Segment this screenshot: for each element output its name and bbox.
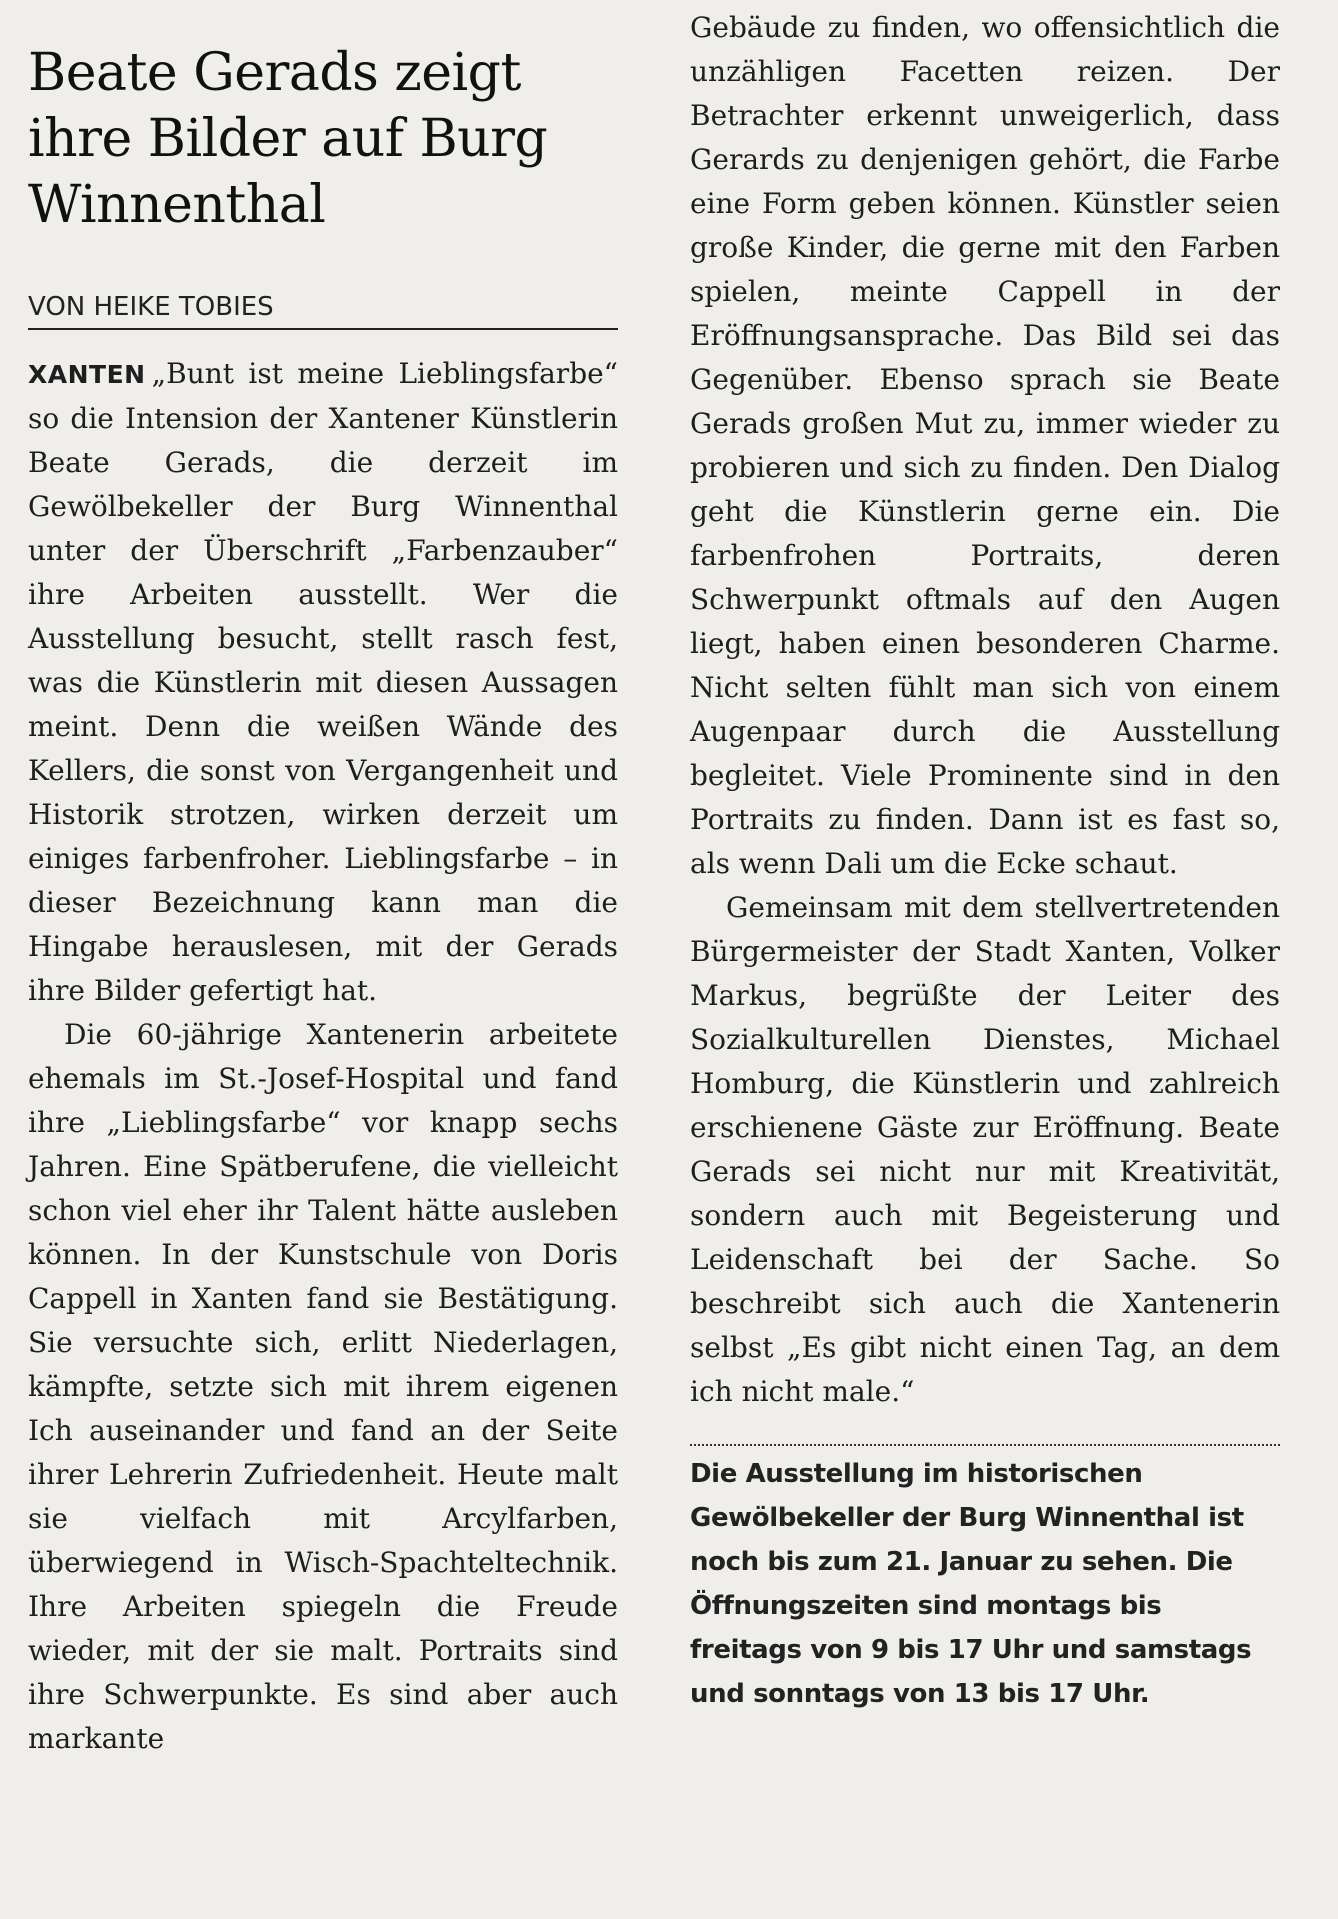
article-body-right (690, 6, 1280, 1414)
paragraph-2: Die 60-jährige Xantenerin arbeitete ehemals im St.-Josef-Hospital und fand ihre „Lieblingsfarbe“ vor knapp sechs Jahren. Eine Spätberufene, die vielleicht schon viel eher ihr Talent hätte ausleben können. In der Kunstschule von Doris Cappell in Xanten fand sie Bestätigung. Sie versuchte sich, erlitt Niederlagen, kämpfte, setzte sich mit ihrem eigenen Ich auseinander und fand an der Seite ihrer Lehrerin Zufriedenheit. Heute malt sie vielfach mit Arcylfarben, überwiegend in Wisch-Spachteltechnik. Ihre Arbeiten spiegeln die Freude wieder, mit der sie malt. Portraits sind ihre Schwerpunkte. Es sind aber auch markante (28, 1018, 618, 1755)
dateline: XANTEN (28, 360, 146, 389)
paragraph-3: Gemeinsam mit dem stellvertretenden Bürgermeister der Stadt Xanten, Volker Markus, begrüßte der Leiter des Sozialkulturellen Dienstes, Michael Homburg, die Künstlerin und zahlreich erschienene Gäste zur Eröffnung. Beate Gerads sei nicht nur mit Kreativität, sondern auch mit Begeisterung und Leidenschaft bei der Sache. So beschreibt sich auch die Xantenerin selbst „Es gibt nicht einen Tag, an dem ich nicht male.“ (690, 891, 1280, 1408)
headline: Beate Gerads zeigt ihre Bilder auf Burg Winnenthal (28, 43, 548, 235)
info-box: Die Ausstellung im historischen Gewölbekeller der Burg Winnenthal ist noch bis zum 21. Januar zu sehen. Die Öffnungszeiten sind montags bis freitags von 9 bis 17 Uhr und samstags und sonntags von 13 bis 17 Uhr. (690, 1444, 1280, 1716)
article-body-left (28, 352, 618, 1761)
byline: VON HEIKE TOBIES (28, 290, 618, 330)
paragraph-1-text: „Bunt ist meine Lieblingsfarbe“ so die Intension der Xantener Künstlerin Beate Gerads, die derzeit im Gewölbekeller der Burg Winnenthal unter der Überschrift „Farbenzauber“ ihre Arbeiten ausstellt. Wer die Ausstellung besucht, stellt rasch fest, was die Künstlerin mit diesen Aussagen meint. Denn die weißen Wände des Kellers, die sonst von Vergangenheit und Historik strotzen, wirken derzeit um einiges farbenfroher. Lieblingsfarbe – in dieser Bezeichnung kann man die Hingabe herauslesen, mit der Gerads ihre Bilder gefertigt hat. (28, 357, 618, 1007)
left-column (28, 40, 618, 1761)
paragraph-2-continued: Gebäude zu finden, wo offensichtlich die unzähligen Facetten reizen. Der Betrachter erkennt unweigerlich, dass Gerards zu denjenigen gehört, die Farbe eine Form geben können. Künstler seien große Kinder, die gerne mit den Farben spielen, meinte Cappell in der Eröffnungsansprache. Das Bild sei das Gegenüber. Ebenso sprach sie Beate Gerads großen Mut zu, immer wieder zu probieren und sich zu finden. Den Dialog geht die Künstlerin gerne ein. Die farbenfrohen Portraits, deren Schwerpunkt oftmals auf den Augen liegt, haben einen besonderen Charme. Nicht selten fühlt man sich von einem Augenpaar durch die Ausstellung begleitet. Viele Prominente sind in den Portraits zu finden. Dann ist es fast so, als wenn Dali um die Ecke schaut. (690, 11, 1280, 880)
paragraph-1 (28, 352, 618, 1013)
right-column (690, 6, 1280, 1716)
